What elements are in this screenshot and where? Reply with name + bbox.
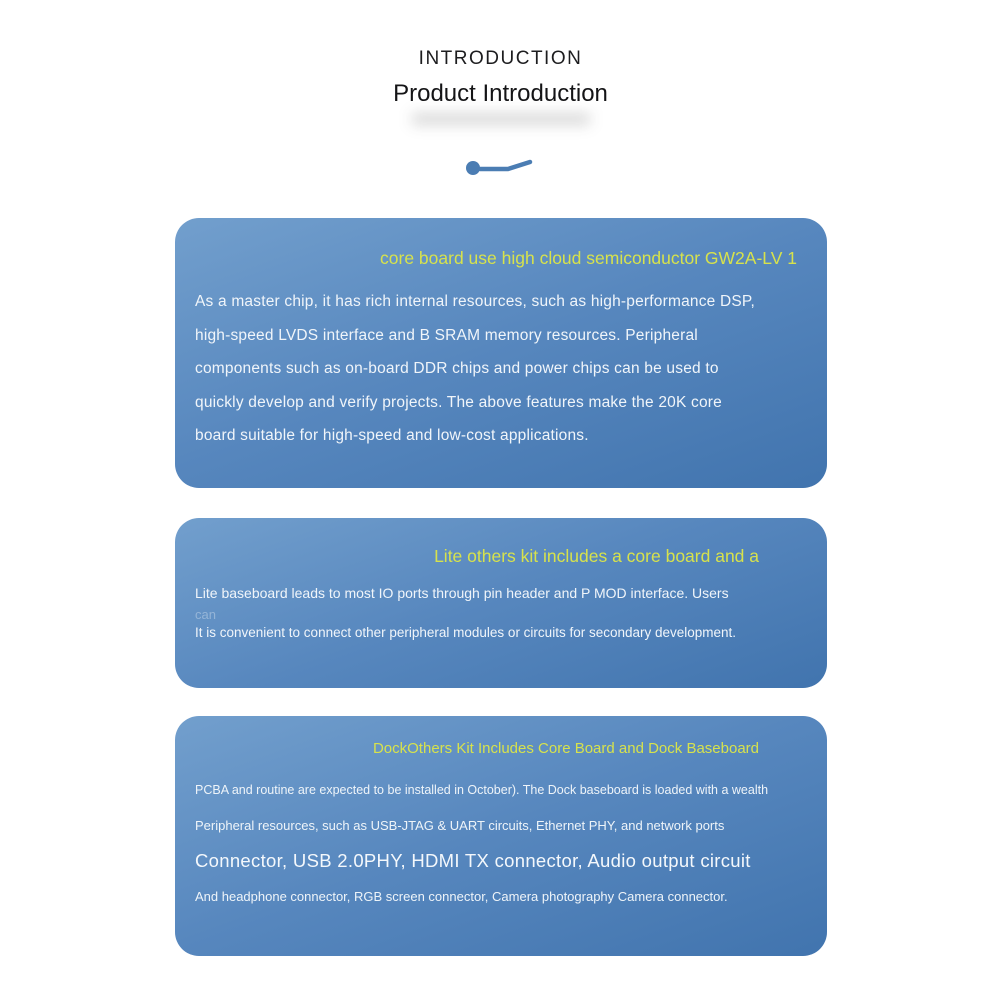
- card-body-line-faded: can: [195, 607, 216, 620]
- card-core-board: [175, 218, 827, 488]
- card-body-line: Peripheral resources, such as USB-JTAG & UART circuits, Ethernet PHY, and network ports: [195, 818, 725, 833]
- card-body-line: PCBA and routine are expected to be installed in October). The Dock baseboard is loaded with a wealth: [195, 783, 769, 797]
- card-core-board-title: core board use high cloud semiconductor GW2A-LV 1: [380, 248, 797, 268]
- card-lite-kit: [175, 518, 827, 688]
- card-body-line: It is convenient to connect other peripheral modules or circuits for secondary development.: [195, 625, 737, 640]
- card-body-line: components such as on-board DDR chips and power chips can be used to: [195, 360, 719, 377]
- blurred-text-artifact: [411, 113, 591, 125]
- section-kicker: INTRODUCTION: [418, 48, 583, 69]
- card-lite-kit-body: [195, 581, 803, 645]
- card-body-line: board suitable for high-speed and low-cost applications.: [195, 427, 589, 444]
- card-body-line: quickly develop and verify projects. The above features make the 20K core: [195, 393, 722, 411]
- card-body-line: And headphone connector, RGB screen connector, Camera photography Camera connector.: [195, 889, 728, 904]
- card-core-board-body: [195, 285, 803, 453]
- card-lite-kit-title: Lite others kit includes a core board and a: [434, 546, 759, 566]
- divider-ornament-icon: [462, 155, 538, 179]
- card-body-line-emphasis: Connector, USB 2.0PHY, HDMI TX connector, Audio output circuit: [195, 850, 751, 871]
- page-title: Product Introduction: [393, 80, 608, 107]
- card-dock-kit-body: [195, 773, 803, 914]
- card-body-line: Lite baseboard leads to most IO ports through pin header and P MOD interface. Users: [195, 585, 729, 601]
- card-dock-kit-title: DockOthers Kit Includes Core Board and Dock Baseboard: [372, 740, 759, 757]
- card-body-line: As a master chip, it has rich internal resources, such as high-performance DSP,: [195, 293, 755, 310]
- card-dock-kit: [175, 716, 827, 956]
- card-body-line: high-speed LVDS interface and B SRAM memory resources. Peripheral: [195, 326, 698, 344]
